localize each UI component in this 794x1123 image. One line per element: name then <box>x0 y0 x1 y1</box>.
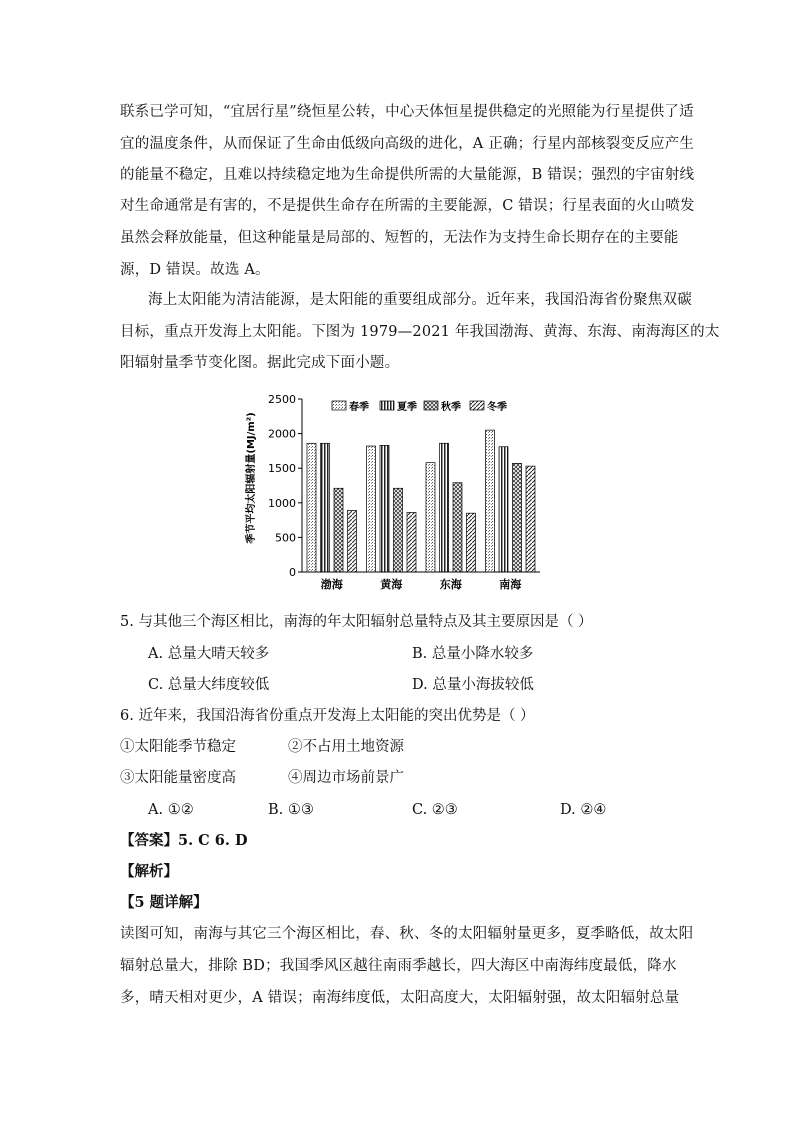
detail-line: 读图可知，南海与其它三个海区相比，春、秋、冬的太阳辐射量更多，夏季略低，故太阳 <box>120 926 694 942</box>
question-5-option-c[interactable]: C. 总量大纬度较低 <box>148 677 270 693</box>
question-6-item: ③太阳能量密度高 <box>120 770 236 786</box>
bar-秋季-渤海 <box>334 488 343 572</box>
answer-line: 【答案】5. C 6. D <box>120 832 248 849</box>
question-6-item: ①太阳能季节稳定 <box>120 739 236 755</box>
bar-夏季-南海 <box>499 447 508 572</box>
legend-label: 冬季 <box>487 402 507 413</box>
bar-夏季-东海 <box>440 443 449 572</box>
bar-夏季-渤海 <box>321 443 330 572</box>
passage-line: 宜的温度条件，从而保证了生命由低级向高级的进化，A 正确；行星内部核裂变反应产生 <box>120 136 695 152</box>
question-6-option-b[interactable]: B. ①③ <box>268 802 314 818</box>
bar-春季-东海 <box>426 463 435 572</box>
y-axis-label: 季节平均太阳辐射量(MJ/m²) <box>246 412 257 544</box>
detail-heading: 【5 题详解】 <box>120 894 208 911</box>
legend-swatch <box>380 401 394 410</box>
legend-swatch <box>470 401 484 410</box>
x-category-label: 南海 <box>499 578 522 591</box>
question-6-option-a[interactable]: A. ①② <box>148 802 194 818</box>
bar-冬季-南海 <box>526 466 535 572</box>
legend-label: 春季 <box>349 402 369 413</box>
solar-radiation-bar-chart <box>240 383 560 593</box>
bar-春季-渤海 <box>307 443 316 572</box>
question-5-stem: 5. 与其他三个海区相比，南海的年太阳辐射总量特点及其主要原因是（ ） <box>120 614 593 630</box>
x-category-label: 黄海 <box>380 578 403 591</box>
bar-秋季-黄海 <box>394 488 403 572</box>
x-category-label: 渤海 <box>320 578 343 591</box>
question-6-item: ④周边市场前景广 <box>288 770 404 786</box>
passage-line: 源，D 错误。故选 A。 <box>120 262 270 278</box>
bar-春季-黄海 <box>367 446 376 572</box>
question-6-option-c[interactable]: C. ②③ <box>412 802 458 818</box>
bar-秋季-东海 <box>453 483 462 572</box>
y-tick-label: 500 <box>275 531 296 545</box>
passage-line: 的能量不稳定，且难以持续稳定地为生命提供所需的大量能源，B 错误；强烈的宇宙射线 <box>120 167 695 183</box>
passage-line: 联系已学可知，“宜居行星”绕恒星公转，中心天体恒星提供稳定的光照能为行星提供了适 <box>120 104 694 120</box>
legend-label: 秋季 <box>441 402 461 413</box>
analysis-heading: 【解析】 <box>120 863 178 880</box>
legend-swatch <box>332 401 346 410</box>
bar-冬季-黄海 <box>407 512 416 572</box>
legend-label: 夏季 <box>397 402 417 413</box>
intro-line: 阳辐射量季节变化图。据此完成下面小题。 <box>120 355 400 371</box>
bar-春季-南海 <box>486 430 495 572</box>
y-tick-label: 2000 <box>268 427 296 441</box>
y-tick-label: 1500 <box>268 462 296 476</box>
legend-swatch <box>424 401 438 410</box>
y-tick-label: 2500 <box>268 393 296 406</box>
bar-夏季-黄海 <box>380 445 389 572</box>
detail-line: 辐射总量大，排除 BD；我国季风区越往南雨季越长，四大海区中南海纬度最低，降水 <box>120 958 677 974</box>
question-5-option-d[interactable]: D. 总量小海拔较低 <box>412 677 534 693</box>
question-5-option-a[interactable]: A. 总量大晴天较多 <box>148 646 270 662</box>
bar-秋季-南海 <box>513 463 522 572</box>
x-category-label: 东海 <box>439 578 462 591</box>
bar-冬季-渤海 <box>348 510 357 572</box>
passage-line: 虽然会释放能量，但这种能量是局部的、短暂的，无法作为支持生命长期存在的主要能 <box>120 230 679 246</box>
bar-冬季-东海 <box>467 513 476 572</box>
y-tick-label: 0 <box>289 566 296 579</box>
question-6-stem: 6. 近年来，我国沿海省份重点开发海上太阳能的突出优势是（ ） <box>120 708 535 724</box>
intro-line: 海上太阳能为清洁能源，是太阳能的重要组成部分。近年来，我国沿海省份聚焦双碳 <box>148 292 692 308</box>
detail-line: 多，晴天相对更少，A 错误；南海纬度低，太阳高度大，太阳辐射强，故太阳辐射总量 <box>120 990 680 1006</box>
intro-line: 目标，重点开发海上太阳能。下图为 1979—2021 年我国渤海、黄海、东海、南海海区的太 <box>120 324 720 340</box>
question-6-item: ②不占用土地资源 <box>288 739 404 755</box>
passage-line: 对生命通常是有害的，不是提供生命存在所需的主要能源，C 错误；行星表面的火山喷发 <box>120 198 695 214</box>
question-5-option-b[interactable]: B. 总量小降水较多 <box>412 646 534 662</box>
y-tick-label: 1000 <box>268 496 296 510</box>
question-6-option-d[interactable]: D. ②④ <box>560 802 607 818</box>
